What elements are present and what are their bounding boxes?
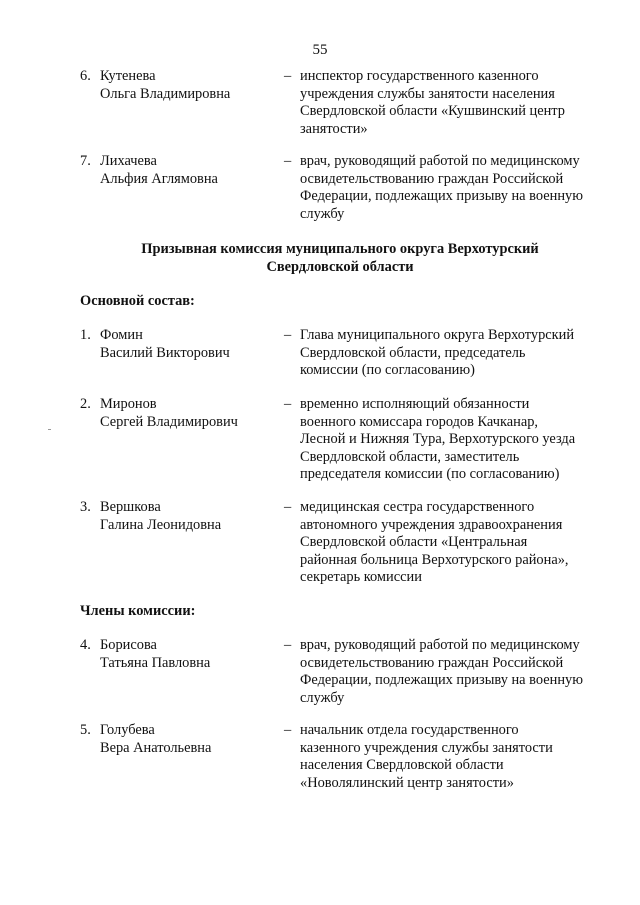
page-number: 55	[312, 42, 328, 58]
person-given-names: Вера Анатольевна	[100, 739, 212, 756]
person-name	[100, 68, 280, 103]
role-line: Свердловской области, заместитель	[300, 448, 520, 465]
role-line: временно исполняющий обязанности	[300, 396, 530, 412]
person-given-names: Ольга Владимировна	[100, 85, 231, 102]
section-heading-members: Члены комиссии:	[80, 603, 196, 619]
role-line: учреждения службы занятости населения	[300, 85, 555, 102]
role-line: службу	[300, 205, 345, 222]
entry-number: 2.	[80, 396, 91, 412]
role-line: Глава муниципального округа Верхотурский	[300, 327, 575, 343]
role-line: врач, руководящий работой по медицинскому	[300, 637, 580, 653]
role-line: «Новолялинский центр занятости»	[300, 774, 514, 791]
person-role	[300, 153, 610, 223]
person-surname: Миронов	[100, 396, 157, 412]
entry-number: 7.	[80, 153, 91, 169]
role-line: Лесной и Нижняя Тура, Верхотурского уезда	[300, 431, 576, 448]
role-line: начальник отдела государственного	[300, 722, 519, 738]
role-line: Свердловской области «Центральная	[300, 534, 528, 551]
role-line: районная больница Верхотурского района»,	[300, 551, 569, 568]
role-line: автономного учреждения здравоохранения	[300, 516, 563, 533]
person-role	[300, 637, 610, 707]
dash-separator: –	[284, 68, 292, 84]
entry-number: 5.	[80, 722, 91, 738]
entry-number: 3.	[80, 499, 91, 515]
role-line: военного комиссара городов Качканар,	[300, 413, 539, 430]
person-given-names: Сергей Владимирович	[100, 413, 238, 430]
person-name	[100, 396, 280, 431]
person-surname: Вершкова	[100, 499, 161, 515]
role-line: Федерации, подлежащих призыву на военную	[300, 672, 583, 689]
person-role	[300, 327, 610, 380]
entry-number: 6.	[80, 68, 91, 84]
dash-separator: –	[284, 499, 292, 515]
person-surname: Голубева	[100, 722, 155, 738]
role-line: освидетельствованию граждан Российской	[300, 654, 564, 671]
person-surname: Борисова	[100, 637, 157, 653]
role-line: врач, руководящий работой по медицинскому	[300, 153, 580, 169]
entry-number: 1.	[80, 327, 91, 343]
person-given-names: Альфия Аглямовна	[100, 170, 218, 187]
dash-separator: –	[284, 153, 292, 169]
person-given-names: Татьяна Павловна	[100, 654, 211, 671]
person-surname: Лихачева	[100, 153, 157, 169]
scan-mark	[48, 429, 51, 430]
role-line: населения Свердловской области	[300, 757, 504, 774]
person-role	[300, 68, 610, 138]
role-line: секретарь комиссии	[300, 569, 422, 586]
commission-title-line: Свердловской области	[266, 258, 414, 275]
role-line: Федерации, подлежащих призыву на военную	[300, 188, 583, 205]
section-heading-main: Основной состав:	[80, 293, 195, 309]
person-given-names: Галина Леонидовна	[100, 516, 222, 533]
person-surname: Кутенева	[100, 68, 156, 84]
role-line: Свердловской области, председатель	[300, 344, 526, 361]
person-name	[100, 722, 280, 757]
person-role	[300, 499, 610, 587]
person-given-names: Василий Викторович	[100, 344, 230, 361]
commission-title	[60, 241, 620, 276]
dash-separator: –	[284, 396, 292, 412]
entry-number: 4.	[80, 637, 91, 653]
person-name	[100, 327, 280, 362]
person-role	[300, 722, 610, 792]
person-surname: Фомин	[100, 327, 143, 343]
dash-separator: –	[284, 637, 292, 653]
person-name	[100, 499, 280, 534]
role-line: медицинская сестра государственного	[300, 499, 535, 515]
role-line: занятости»	[300, 120, 368, 137]
dash-separator: –	[284, 722, 292, 738]
person-name	[100, 153, 280, 188]
dash-separator: –	[284, 327, 292, 343]
person-role	[300, 396, 610, 484]
role-line: инспектор государственного казенного	[300, 68, 539, 84]
role-line: службу	[300, 689, 345, 706]
person-name	[100, 637, 280, 672]
role-line: Свердловской области «Кушвинский центр	[300, 103, 565, 120]
role-line: освидетельствованию граждан Российской	[300, 170, 564, 187]
commission-title-line: Призывная комиссия муниципального округа Верхотурский	[141, 241, 539, 257]
role-line: казенного учреждения службы занятости	[300, 739, 553, 756]
role-line: председателя комиссии (по согласованию)	[300, 466, 560, 483]
role-line: комиссии (по согласованию)	[300, 362, 475, 379]
